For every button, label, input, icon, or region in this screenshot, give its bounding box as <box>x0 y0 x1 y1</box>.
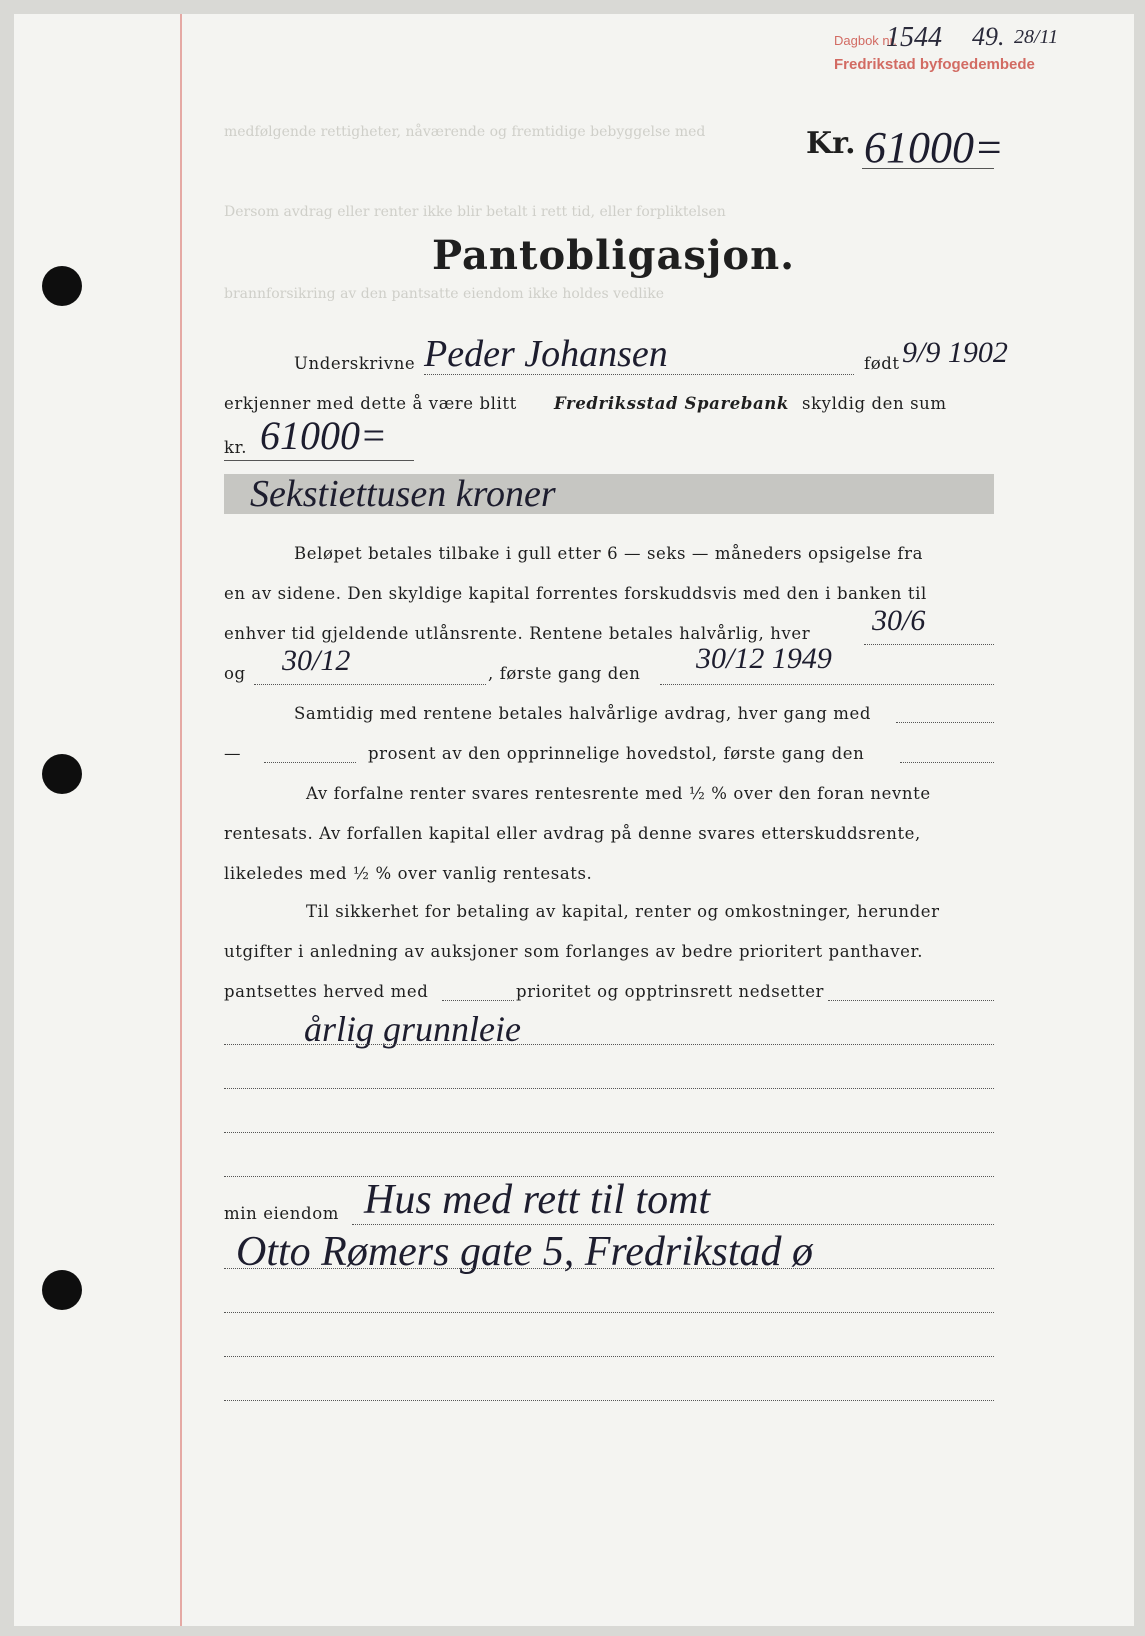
installment-dotline <box>264 762 356 763</box>
stamp-date: 28/11 <box>1014 26 1059 48</box>
installment-dotline <box>896 722 994 723</box>
security-line: utgifter i anledning av auksjoner som forlanges av bedre prioritert panthaver. <box>224 942 924 961</box>
punch-hole <box>42 754 82 794</box>
installment-line: prosent av den opprinnelige hovedstol, første gang den <box>368 744 865 763</box>
stamp-number: 1544 <box>886 22 942 53</box>
born-label: født <box>864 354 900 373</box>
blank-dotline <box>224 1088 994 1089</box>
document-title: Pantobligasjon. <box>432 232 796 279</box>
interest-date-2: 30/12 <box>282 644 351 677</box>
blank-dotline <box>224 1400 994 1401</box>
interest-rate-line: likeledes med ½ % over vanlig rentesats. <box>224 864 593 883</box>
acknowledge-text-end: skyldig den sum <box>802 394 947 413</box>
kr-label: Kr. <box>806 126 856 161</box>
debtor-prefix: Underskrivne <box>294 354 416 373</box>
property-line-1: Hus med rett til tomt <box>364 1177 711 1223</box>
property-dotline <box>224 1268 994 1269</box>
sum-label: kr. <box>224 438 248 457</box>
interest-date-1: 30/6 <box>872 604 926 637</box>
blank-dotline <box>224 1356 994 1357</box>
interest-dotline <box>864 644 994 645</box>
interest-dotline <box>254 684 486 685</box>
property-dotline <box>352 1224 994 1225</box>
blank-dotline <box>224 1044 994 1045</box>
stamp-year: 49. <box>972 22 1005 51</box>
sum-underline <box>224 460 414 461</box>
terms-line: Beløpet betales tilbake i gull etter 6 — seks — måneders opsigelse fra <box>294 544 924 563</box>
amount-header <box>806 126 856 161</box>
bleed-through-text: brannforsikring av den pantsatte eiendom ikke holdes vedlike <box>224 286 665 302</box>
priority-dotline <box>442 1000 514 1001</box>
interest-rate-line: Av forfalne renter svares rentesrente med ½ % over den foran nevnte <box>306 784 931 803</box>
property-line-2: Otto Rømers gate 5, Fredrikstad ø <box>236 1229 814 1275</box>
priority-entry: årlig grunnleie <box>304 1009 521 1049</box>
bleed-through-text: Dersom avdrag eller renter ikke blir betalt i rett tid, eller forpliktelsen <box>224 204 726 220</box>
interest-rate-line: rentesats. Av forfallen kapital eller avdrag på denne svares etterskuddsrente, <box>224 824 921 843</box>
document-page <box>14 14 1134 1626</box>
terms-line: , første gang den <box>488 664 641 683</box>
margin-rule <box>180 14 182 1626</box>
security-line: Til sikkerhet for betaling av kapital, renter og omkostninger, herunder <box>306 902 940 921</box>
installment-line: Samtidig med rentene betales halvårlige avdrag, hver gang med <box>294 704 872 723</box>
terms-line: og <box>224 664 246 683</box>
interest-dotline <box>660 684 994 685</box>
acknowledge-text: erkjenner med dette å være blitt <box>224 394 517 413</box>
sum-words: Sekstiettusen kroner <box>250 473 556 515</box>
bleed-through-text: medfølgende rettigheter, nåværende og fremtidige bebyggelse med <box>224 124 706 140</box>
kr-amount: 61000= <box>864 123 1004 172</box>
punch-hole <box>42 266 82 306</box>
priority-dotline <box>828 1000 994 1001</box>
born-date: 9/9 1902 <box>902 336 1008 369</box>
punch-hole <box>42 1270 82 1310</box>
stamp-label: Dagbok nr. <box>834 33 897 48</box>
first-interest-date: 30/12 1949 <box>696 642 832 675</box>
blank-dotline <box>224 1132 994 1133</box>
debtor-name: Peder Johansen <box>424 333 668 375</box>
sum-amount: 61000= <box>260 413 387 458</box>
installment-dash: — <box>224 744 242 763</box>
installment-dotline <box>900 762 994 763</box>
blank-dotline <box>224 1312 994 1313</box>
property-label: min eiendom <box>224 1204 339 1223</box>
debtor-dotline <box>424 374 854 375</box>
bank-name: Fredriksstad Sparebank <box>554 394 789 413</box>
register-stamp <box>834 22 1059 73</box>
security-line: prioritet og opptrinsrett nedsetter <box>516 982 825 1001</box>
security-line: pantsettes herved med <box>224 982 429 1001</box>
terms-line: enhver tid gjeldende utlånsrente. Rentene betales halvårlig, hver <box>224 624 811 643</box>
stamp-office: Fredrikstad byfogedembede <box>834 56 1035 73</box>
terms-line: en av sidene. Den skyldige kapital forrentes forskuddsvis med den i banken til <box>224 584 927 603</box>
amount-underline <box>862 168 994 169</box>
